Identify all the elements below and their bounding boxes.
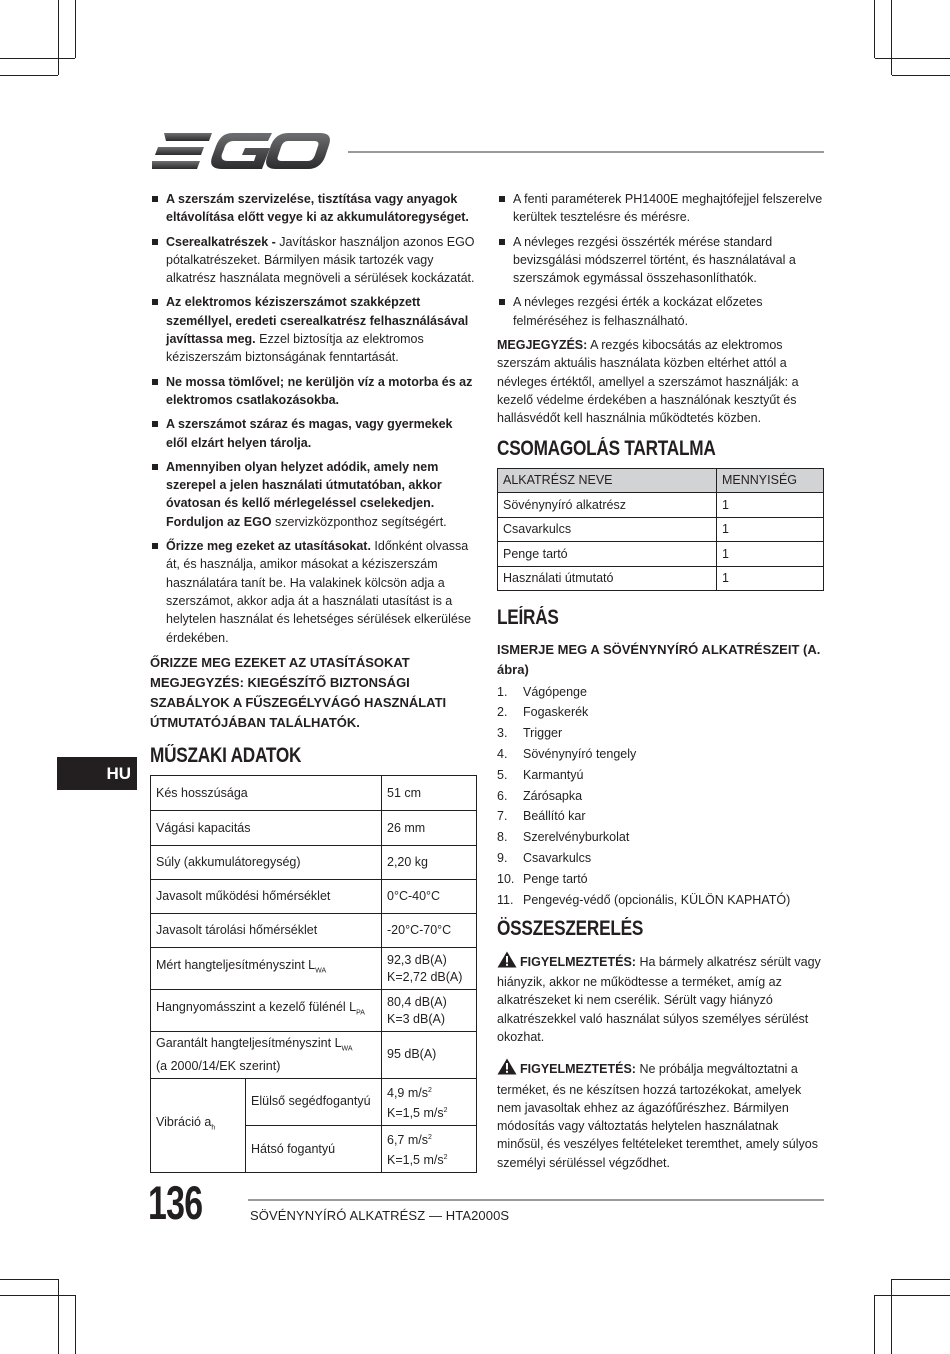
crop-mark xyxy=(0,75,58,76)
warning-icon xyxy=(497,1058,517,1080)
crop-mark xyxy=(874,0,875,58)
crop-mark xyxy=(875,1295,950,1296)
parts-list xyxy=(497,682,824,911)
list-item: 3. Trigger xyxy=(497,726,563,741)
test-notes-list xyxy=(497,190,824,330)
description-title: LEÍRÁS xyxy=(497,606,559,630)
vibration-note: MEGJEGYZÉS: A rezgés kibocsátás az elektromos szerszám aktuális használata közben eltérhet attól a névleges értéktől, amellyel a szerszámot használják: a kezelő védelme érdekében a használónak kesztyűt és hallásvédőt kell használnia működtetés közben. xyxy=(497,338,799,426)
table-row: Garantált hangteljesítményszint $L_{WA}$ (a 2000/14/EK szerint) 95 dB(A) xyxy=(151,1032,477,1079)
table-row: Sövénynyíró alkatrész 1 xyxy=(498,493,824,518)
list-item: Őrizze meg ezeket az utasításokat. Időnként olvassa át, és használja, amikor másokat a kéziszerszám használatára tanít be. Ha valakinek kölcsön adja a szerszámot, akkor adja át a használati utasítást is a helytelen használat és lehetséges sérülések elkerülése érdekében. xyxy=(150,537,477,647)
safety-list xyxy=(150,190,477,647)
list-item: Ne mossa tömlővel; ne kerüljön víz a motorba és az elektromos csatlakozásokba. xyxy=(150,373,477,410)
footer-rule xyxy=(248,1199,824,1201)
table-row: Használati útmutató 1 xyxy=(498,566,824,591)
crop-mark xyxy=(875,58,950,59)
footer-title: SÖVÉNYNYÍRÓ ALKATRÉSZ — HTA2000S xyxy=(250,1208,510,1223)
crop-mark xyxy=(0,58,75,59)
list-item: Amennyiben olyan helyzet adódik, amely nem szerepel a jelen használati útmutatóban, akkor óvatosan és kellő mérlegeléssel cselekedjen. Forduljon az EGO szervizközponthoz segítségért. xyxy=(150,458,477,531)
language-tab: HU xyxy=(57,757,137,790)
list-item: A névleges rezgési összérték mérése standard bevizsgálási módszerrel történt, és használatával a szerszámok egymással összehasonlíthatók. xyxy=(497,233,824,288)
list-item: Cserealkatrészek - Javításkor használjon azonos EGO pótalkatrészeket. Bármilyen másik tartozék vagy alkatrész használata megnöveli a sérülések kockázatát. xyxy=(150,233,477,288)
list-item: A névleges rezgési érték a kockázat előzetes felméréséhez is felhasználható. xyxy=(497,293,824,330)
page-number: 136 xyxy=(148,1176,203,1229)
table-row: Csavarkulcs 1 xyxy=(498,517,824,542)
table-row: Súly (akkumulátoregység) 2,20 kg xyxy=(151,846,477,880)
left-column xyxy=(150,190,477,1173)
caps-note: ŐRIZZE MEG EZEKET AZ UTASÍTÁSOKAT MEGJEGYZÉS: KIEGÉSZÍTŐ BIZTONSÁGI SZABÁLYOK A FŰSZEGÉLYVÁGÓ HASZNÁLATI ÚTMUTATÓJÁBAN TALÁLHATÓK. xyxy=(150,654,447,730)
list-item: 4. Sövénynyíró tengely xyxy=(497,747,637,762)
package-table xyxy=(497,468,824,592)
warning-icon xyxy=(497,951,517,973)
table-row: Javasolt tárolási hőmérséklet -20°C-70°C xyxy=(151,914,477,948)
table-row: Hátsó fogantyú 6,7 $m/s^2$ K=1,5 $m/s^2$ xyxy=(151,1125,477,1172)
ego-logo xyxy=(150,130,332,172)
specs-title: MŰSZAKI ADATOK xyxy=(150,743,302,767)
list-item: 7. Beállító kar xyxy=(497,809,586,824)
warning-paragraph: FIGYELMEZTETÉS: Ha bármely alkatrész sérült vagy hiányzik, akkor ne működtesse a terméket, amíg az alkatrészeket ki nem cserélik. Sérült vagy hiányzó alkatrészekkel való használat súlyos személyes sérülést okozhat. xyxy=(497,951,824,1046)
crop-mark xyxy=(0,1295,75,1296)
list-item: 5. Karmantyú xyxy=(497,767,584,782)
list-item: 2. Fogaskerék xyxy=(497,705,589,720)
list-item: 1. Vágópenge xyxy=(497,684,587,699)
list-item: A szerszámot száraz és magas, vagy gyermekek elől elzárt helyen tárolja. xyxy=(150,415,477,452)
crop-mark xyxy=(874,1295,875,1354)
crop-mark xyxy=(75,0,76,58)
package-title: CSOMAGOLÁS TARTALMA xyxy=(497,436,716,460)
crop-mark xyxy=(75,1295,76,1354)
crop-mark xyxy=(892,75,950,76)
table-row: Javasolt működési hőmérséklet 0°C-40°C xyxy=(151,880,477,914)
right-column xyxy=(497,190,824,1172)
list-item: 10. Penge tartó xyxy=(497,871,588,886)
list-item: Az elektromos kéziszerszámot szakképzett személlyel, eredeti cserealkatrész felhasználásával javíttassa meg. Ezzel biztosítja az elektromos kéziszerszám biztonságának fenntartását. xyxy=(150,293,477,366)
list-item: A szerszám szervizelése, tisztítása vagy anyagok eltávolítása előtt vegye ki az akkumulátoregységet. xyxy=(150,190,477,227)
list-item: 8. Szerelvényburkolat xyxy=(497,830,630,845)
table-row: Hangnyomásszint a kezelő fülénél $L_{PA}$ 80,4 dB(A) K=3 dB(A) xyxy=(151,990,477,1032)
crop-mark xyxy=(892,1279,950,1280)
crop-mark xyxy=(58,0,59,75)
list-item: 11. Pengevég-védő (opcionális, KÜLÖN KAPHATÓ) xyxy=(497,892,791,907)
table-row: Kés hosszúsága 51 cm xyxy=(151,776,477,811)
list-item: A fenti paraméterek PH1400E meghajtófejjel felszerelve kerültek tesztelésre és mérésre. xyxy=(497,190,824,227)
header-rule xyxy=(348,151,824,153)
table-row: Vibráció $a_h$ Elülső segédfogantyú 4,9 $m/s^2$ K=1,5 $m/s^2$ xyxy=(151,1078,477,1125)
table-row: Vágási kapacitás 26 mm xyxy=(151,811,477,846)
table-row: Penge tartó 1 xyxy=(498,542,824,567)
list-item: 6. Zárósapka xyxy=(497,788,583,803)
table-header-row: ALKATRÉSZ NEVE MENNYISÉG xyxy=(498,468,824,493)
assembly-title: ÖSSZESZERELÉS xyxy=(497,917,644,941)
specs-table xyxy=(150,775,477,1173)
list-item: 9. Csavarkulcs xyxy=(497,851,592,866)
warning-paragraph: FIGYELMEZTETÉS: Ne próbálja megváltoztatni a terméket, és ne készítsen hozzá tartozékokat, amelyek nem javasoltak ehhez az ágazófűrészhez. Bármilyen módosítás vagy változtatás helytelen használatnak minősül, és veszélyes feltételeket teremthet, amely súlyos személyi sérüléssel végződhet. xyxy=(497,1058,824,1172)
crop-mark xyxy=(58,1279,59,1354)
table-row: Mért hangteljesítményszint $L_{WA}$ 92,3 dB(A) K=2,72 dB(A) xyxy=(151,948,477,990)
parts-heading: ISMERJE MEG A SÖVÉNYNYÍRÓ ALKATRÉSZEIT (A. ábra) xyxy=(497,641,821,677)
crop-mark xyxy=(0,1279,58,1280)
crop-mark xyxy=(891,1279,892,1354)
crop-mark xyxy=(891,0,892,75)
